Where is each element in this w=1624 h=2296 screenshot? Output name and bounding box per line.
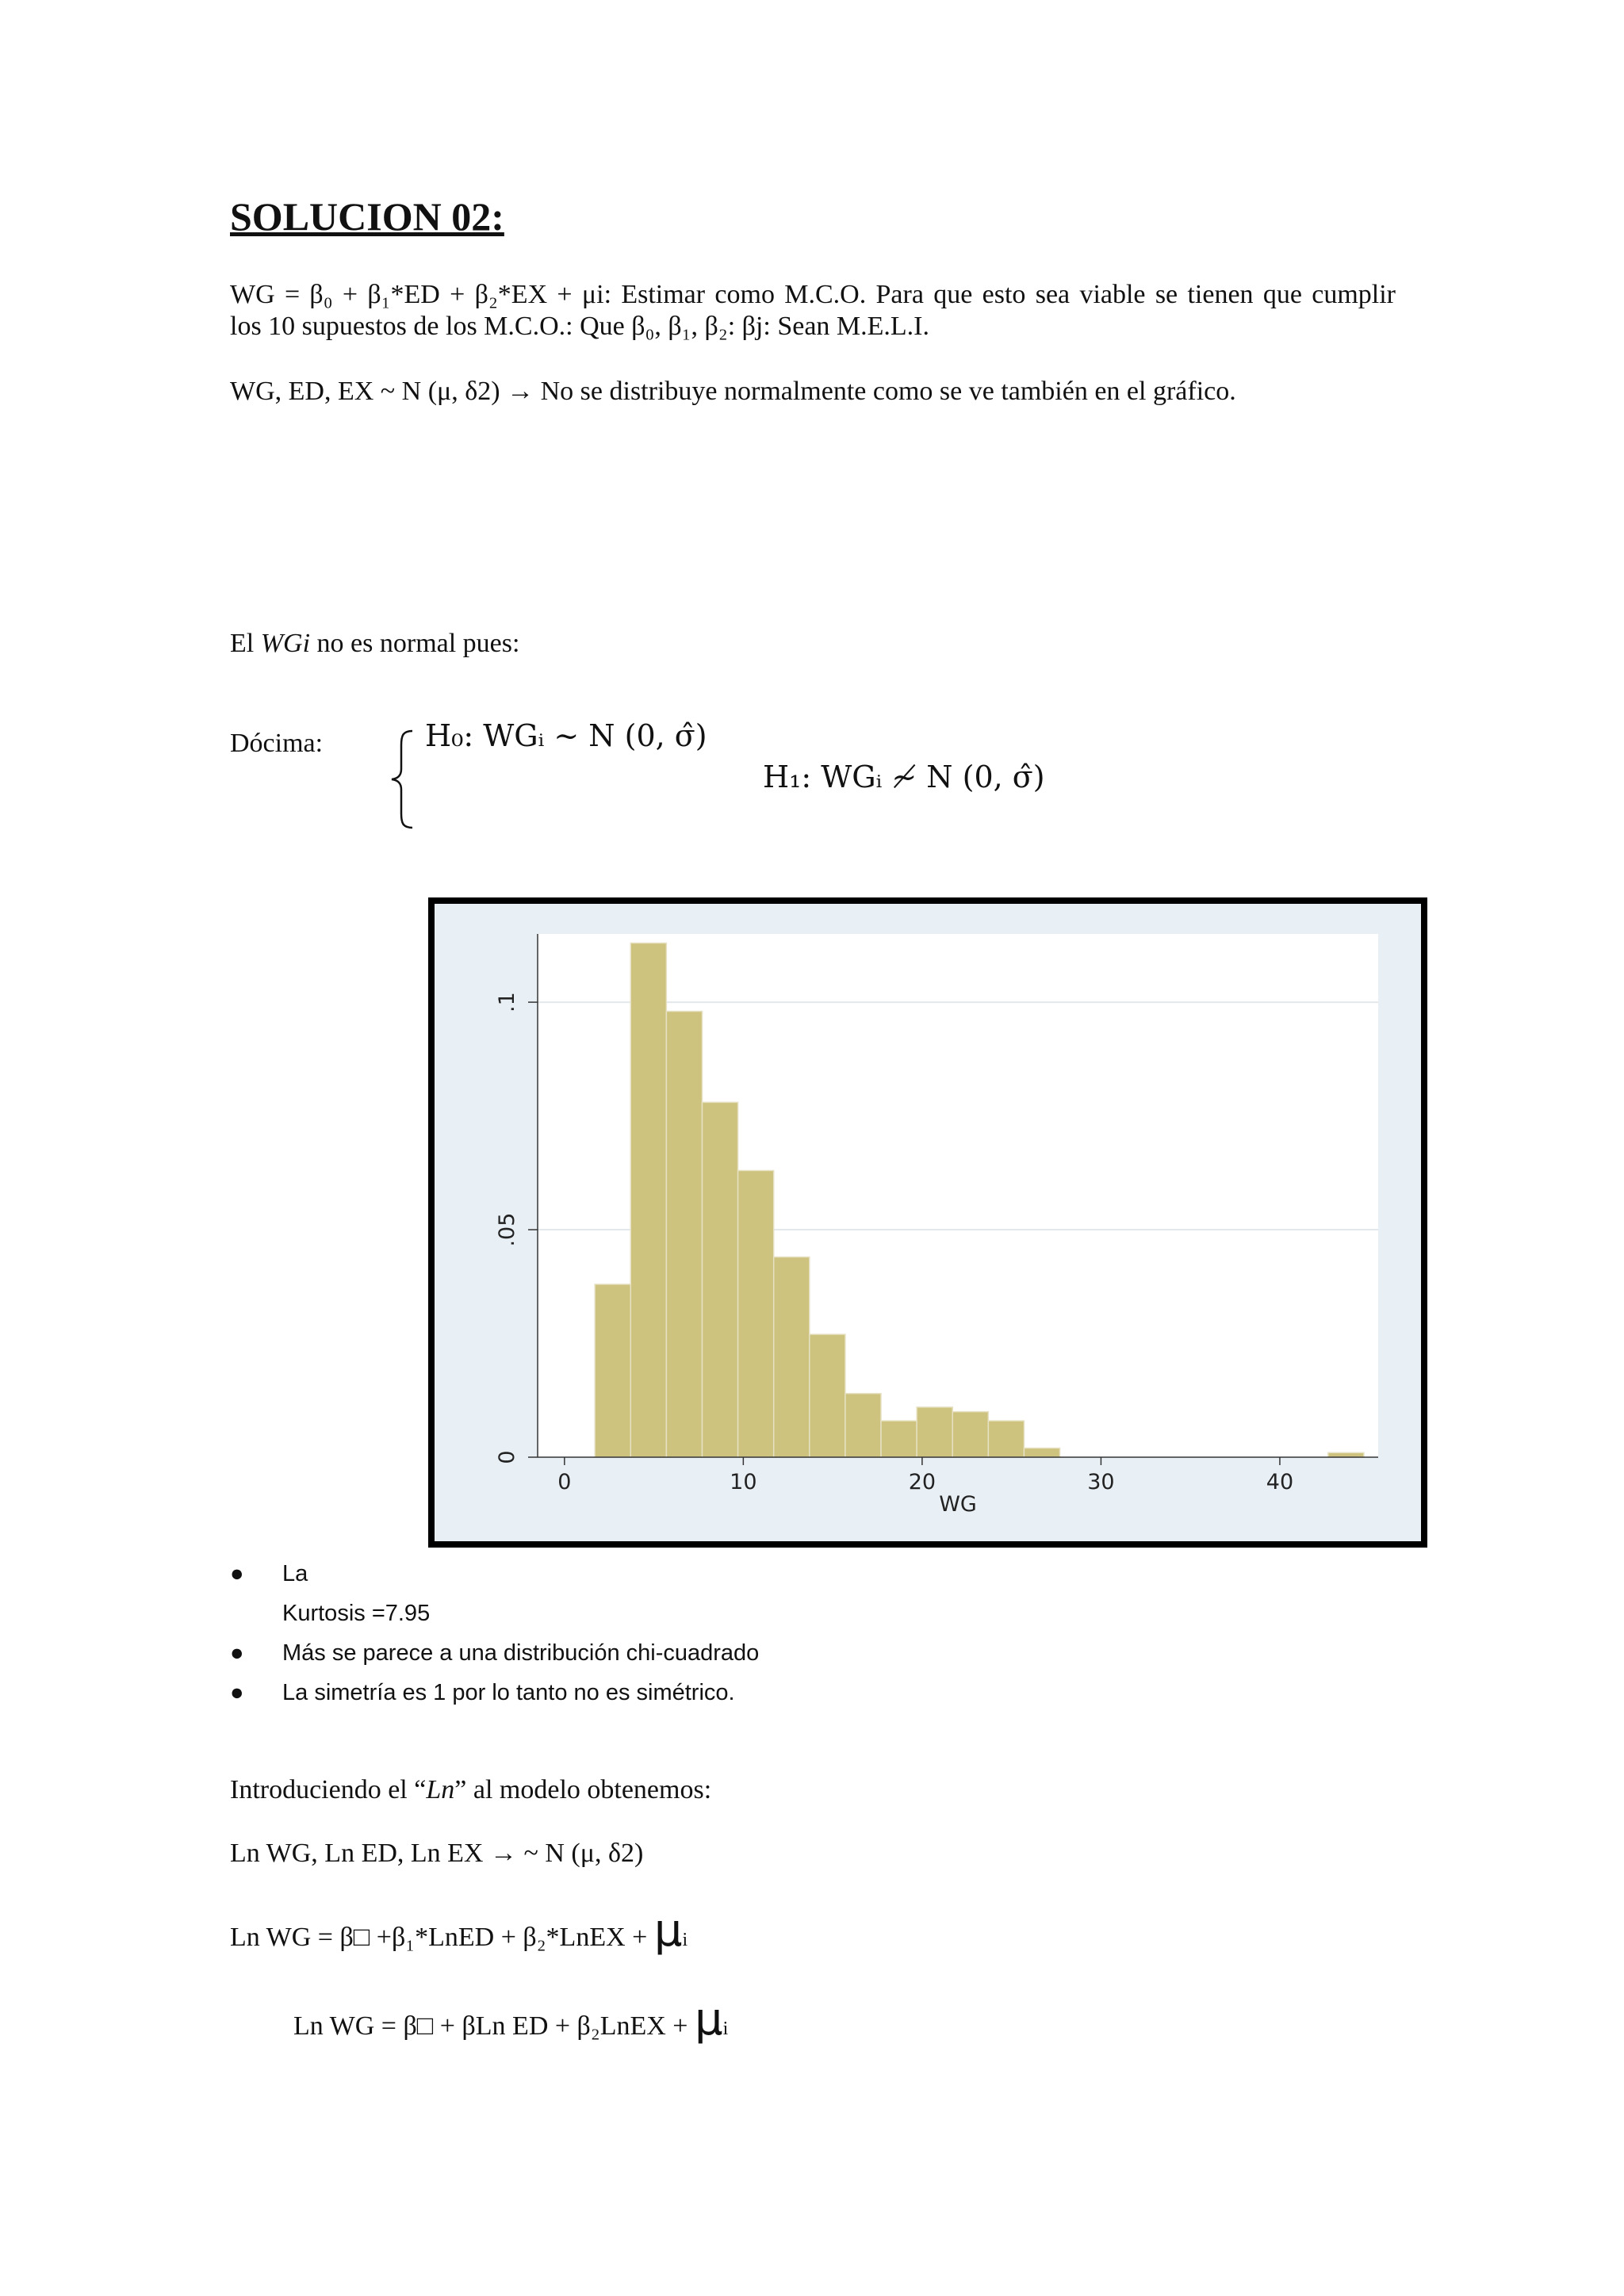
histogram-bar [917, 1407, 952, 1457]
histogram-bar [702, 1102, 737, 1457]
ln-intro-pre: Introduciendo el “ [230, 1775, 427, 1804]
histogram-bar [988, 1421, 1024, 1457]
bullet-chi-text: Más se parece a una distribución chi-cuadrado [282, 1640, 760, 1666]
ln-intro-italic: Ln [426, 1775, 455, 1804]
mu-symbol: μ [653, 1905, 683, 1957]
histogram-bar [1328, 1452, 1364, 1457]
histogram-bar [630, 943, 666, 1457]
bullet-kurtosis-line2: Kurtosis =7.95 [282, 1601, 431, 1626]
x-tick-label: 0 [557, 1470, 572, 1494]
histogram-bar [952, 1412, 988, 1457]
paragraph-ln-intro [230, 1774, 711, 1806]
paragraph-ln-dist: Ln WG, Ln ED, Ln EX → ~ N (μ, δ2) [230, 1839, 644, 1868]
bullet-list [230, 1554, 759, 1712]
bullet-symmetry-text: La simetría es 1 por lo tanto no es simétrico. [282, 1680, 735, 1705]
x-tick-label: 10 [730, 1470, 757, 1494]
paragraph-model [230, 279, 1396, 342]
hypothesis-h1: H₁: WGᵢ ≁ N (0, σ̂) [763, 760, 1045, 794]
x-tick-label: 40 [1266, 1470, 1294, 1494]
paragraph-model-line2: los 10 supuestos de los M.C.O.: Que β₀, β₁, β₂: βj: Sean M.E.L.I. [230, 312, 930, 341]
paragraph-normality: WG, ED, EX ~ N (μ, δ2) → No se distribuye normalmente como se ve también en el gráfico. [230, 377, 1236, 406]
paragraph-wgi [230, 628, 519, 660]
wgi-post: no es normal pues: [310, 629, 520, 658]
page-title: SOLUCION 02: [230, 194, 504, 239]
histogram-bar [738, 1170, 774, 1457]
bullet-dot-icon: ● [230, 1680, 244, 1705]
bullet-item-kurtosis [230, 1554, 759, 1633]
equation-ln-2-text: Ln WG = β□ + βLn ED + β₂LnEX + [293, 2011, 695, 2041]
histogram-bar [881, 1421, 917, 1457]
equation-ln-1-text: Ln WG = β□ +β₁*LnED + β₂*LnEX + [230, 1923, 654, 1952]
paragraph-model-line1: WG = β₀ + β₁*ED + β₂*EX + μi: Estimar como M.C.O. Para que esto sea viable se tienen que cumplir [230, 280, 1396, 309]
mu-subscript: i [722, 2019, 729, 2039]
bullet-dot-icon: ● [230, 1640, 244, 1666]
histogram-bar [1024, 1448, 1059, 1457]
docima-label: Dócima: [230, 729, 324, 758]
y-tick-label: 0 [495, 1450, 519, 1464]
histogram-bar [666, 1012, 702, 1457]
histogram-frame [428, 897, 1427, 1548]
bullet-item-symmetry [230, 1673, 759, 1712]
left-brace-icon [389, 728, 420, 831]
mu-subscript: i [682, 1930, 688, 1950]
bullet-dot-icon: ● [230, 1561, 244, 1586]
equation-ln-1 [230, 1905, 688, 1957]
wgi-italic: WGi [260, 629, 311, 658]
wgi-pre: El [230, 629, 261, 658]
ln-intro-post: ” al modelo obtenemos: [454, 1775, 712, 1804]
bullet-kurtosis-line1: La [282, 1561, 308, 1586]
hypothesis-h0: H₀: WGᵢ ~ N (0, σ̂) [425, 718, 707, 753]
x-tick-label: 30 [1087, 1470, 1115, 1494]
mu-symbol: μ [694, 1994, 723, 2045]
bullet-item-chi [230, 1633, 759, 1673]
x-tick-label: 20 [908, 1470, 936, 1494]
histogram-bar [845, 1394, 881, 1457]
histogram-chart [435, 904, 1421, 1541]
y-tick-label: .1 [495, 992, 519, 1012]
equation-ln-2 [293, 1994, 729, 2045]
histogram-bar [774, 1257, 810, 1457]
y-tick-label: .05 [495, 1212, 519, 1247]
histogram-bar [595, 1284, 630, 1457]
histogram-bar [810, 1334, 845, 1457]
x-axis-label: WG [939, 1492, 977, 1517]
